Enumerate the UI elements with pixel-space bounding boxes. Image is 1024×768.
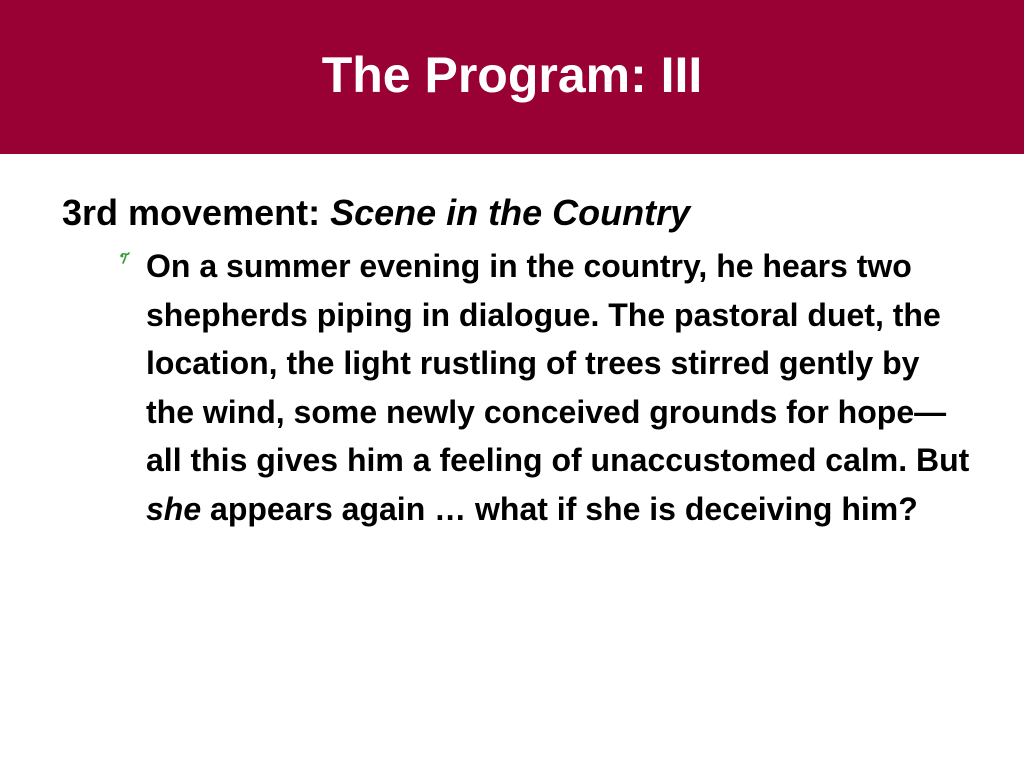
movement-heading [62, 190, 982, 236]
movement-heading-prefix: 3rd movement: [62, 192, 331, 233]
movement-heading-title: Scene in the Country [330, 192, 691, 233]
description-emphasis: she [146, 490, 202, 527]
leaf-bullet-icon [118, 248, 132, 268]
description-before: On a summer evening in the country, he hears two shepherds piping in dialogue. The pastoral duet, the location, the light rustling of trees stirred gently by the wind, some newly conceived grounds for hope—all this gives him a feeling of unaccustomed calm. But [146, 248, 970, 478]
slide-title: The Program: III [321, 47, 703, 103]
slide-content [62, 190, 982, 533]
program-description-item [146, 242, 976, 533]
title-bar [0, 0, 1024, 154]
program-description-text [146, 248, 969, 527]
description-after: appears again … what if she is deceiving him? [201, 490, 918, 527]
